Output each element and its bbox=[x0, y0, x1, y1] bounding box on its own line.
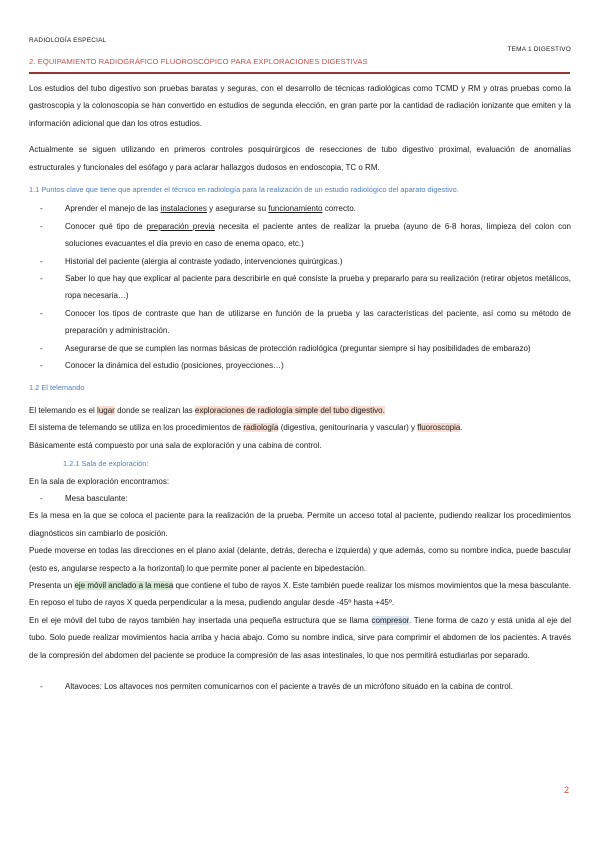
highlighted-text: fluoroscopia bbox=[417, 423, 461, 433]
bullet-dash: - bbox=[40, 274, 43, 284]
text-run: (digestiva, genitourinaria y vascular) y bbox=[278, 423, 418, 433]
highlighted-text: lugar bbox=[97, 405, 115, 415]
text-run: Conocer los tipos de contraste que han de utilizarse en función de la prueba y las características del paciente, así como su método de preparación y administración. bbox=[65, 308, 571, 336]
text-run: Mesa basculante: bbox=[65, 493, 128, 503]
underlined-text: preparación previa bbox=[146, 221, 215, 231]
list-item bbox=[29, 270, 571, 305]
list-item bbox=[29, 305, 571, 340]
intro-paragraph-1: Los estudios del tubo digestivo son pruebas baratas y seguras, con el desarrollo de técnicas radiológicas como TCMD y RM y otras pruebas como la gastroscopia y la colonoscopia se han convertido en estudios de segunda elección, en gran parte por la cantidad de radiación ionizante que emiten y la información adicional que dan los otros estudios. bbox=[29, 84, 571, 128]
paragraph bbox=[29, 577, 571, 612]
header-subject: RADIOLOGÍA ESPECIAL bbox=[29, 37, 107, 44]
text-run: Conocer la dinámica del estudio (posiciones, proyecciones…) bbox=[65, 361, 284, 371]
highlighted-text: eje móvil anclado a la mesa bbox=[74, 580, 174, 590]
highlighted-text: exploraciones de radiología simple del tubo digestivo. bbox=[194, 405, 385, 415]
list-item bbox=[29, 200, 571, 217]
list-item bbox=[29, 490, 571, 507]
text-run: En el eje móvil del tubo de rayos también hay insertada una pequeña estructura que se llama bbox=[29, 615, 372, 625]
subsection-heading-1-2: 1.2 El telemando bbox=[29, 382, 85, 392]
text-run: El telemando es el bbox=[29, 405, 98, 415]
bullet-dash: - bbox=[40, 493, 43, 503]
paragraph: Es la mesa en la que se coloca el paciente para la realización de la prueba. Permite un acceso total al paciente, pudiendo realizar los procedimientos diagnósticos sin cambiarlo de posición. bbox=[29, 511, 571, 538]
subsection-heading-1-2-1: 1.2.1 Sala de exploración: bbox=[63, 459, 149, 469]
text-run: Aprender el manejo de las bbox=[65, 204, 161, 214]
text-run: Historial del paciente (alergia al contraste yodado, intervenciones quirúrgicas.) bbox=[65, 256, 343, 266]
text-run: Asegurarse de que se cumplen las normas básicas de protección radiológica (preguntar siempre si hay posibilidades de embarazo) bbox=[65, 343, 531, 353]
section-title: 2. EQUIPAMIENTO RADIOGRÁFICO FLUOROSCÓPICO PARA EXPLORACIONES DIGESTIVAS bbox=[29, 57, 368, 66]
page-number: 2 bbox=[563, 785, 569, 795]
text-run: necesita el paciente antes de realizar la prueba (ayuno de 6-8 horas, limpieza del colon con soluciones evacuantes el día previo en caso de enema opaco, etc.) bbox=[65, 221, 571, 249]
intro-paragraph-2: Actualmente se siguen utilizando en primeros controles posquirúrgicos de resecciones de tubo digestivo proximal, evaluación de anomalías estructurales y funcionales del esófago y para aclarar hallazgos dudosos en endoscopia, TC o RM. bbox=[29, 145, 571, 172]
highlighted-text: radiología bbox=[243, 423, 279, 433]
bullet-dash: - bbox=[40, 256, 43, 266]
list-item bbox=[29, 678, 571, 695]
text-run: y asegurarse su bbox=[206, 204, 269, 214]
paragraph bbox=[29, 402, 571, 419]
text-run: El sistema de telemando se utiliza en los procedimientos de bbox=[29, 423, 244, 433]
document-body bbox=[29, 80, 571, 695]
list-item bbox=[29, 357, 571, 374]
bullet-dash: - bbox=[40, 221, 43, 231]
bullet-dash: - bbox=[40, 361, 43, 371]
text-run: . bbox=[460, 423, 463, 433]
bullet-dash: - bbox=[40, 343, 43, 353]
highlighted-text: compresor bbox=[371, 615, 409, 625]
text-run: Conocer qué tipo de bbox=[65, 221, 147, 231]
subsection-heading-1-1: 1.1 Puntos clave que tiene que aprender el técnico en radiología para la realización de un estudio radiológico del aparato digestivo. bbox=[29, 185, 459, 195]
bullet-dash: - bbox=[40, 308, 43, 318]
text-run: correcto. bbox=[322, 204, 356, 214]
paragraph: Puede moverse en todas las direcciones en el plano axial (delante, detrás, derecha e izquierda) y que además, como su nombre indica, puede bascular (esto es, angularse respecto a la horizontal) lo que permite poner al paciente en bipedestación. bbox=[29, 546, 571, 573]
header-topic: TEMA 1 DIGESTIVO bbox=[507, 46, 571, 53]
text-run: Presenta un bbox=[29, 580, 75, 590]
text-run: . Tiene forma de cazo y está unida al eje del tubo. Solo puede realizar movimientos hacia arriba y hacia abajo. Como su nombre indica, sirve para comprimir el abdomen de los pacientes. A través de la compresión del abdomen del paciente se produce la compresión de las asas intestinales, lo que nos permitirá estudiarlas por separado. bbox=[29, 615, 572, 660]
list-item bbox=[29, 218, 571, 253]
text-run: Saber lo que hay que explicar al paciente para describirle en qué consiste la prueba y prepararlo para su realización (retirar objetos metálicos, ropa necesaria…) bbox=[65, 274, 571, 301]
paragraph bbox=[29, 419, 571, 436]
underlined-text: instalaciones bbox=[160, 204, 207, 214]
section-divider bbox=[29, 72, 570, 74]
list-item bbox=[29, 340, 571, 357]
text-run: Altavoces: Los altavoces nos permiten comunicarnos con el paciente a través de un micrófono situado en la cabina de control. bbox=[65, 682, 513, 691]
paragraph: Básicamente está compuesto por una sala de exploración y una cabina de control. bbox=[29, 440, 322, 450]
bullet-dash: - bbox=[40, 204, 43, 214]
paragraph bbox=[29, 612, 571, 664]
paragraph: En la sala de exploración encontramos: bbox=[29, 476, 170, 486]
text-run: donde se realizan las bbox=[114, 405, 195, 415]
bullet-dash: - bbox=[40, 682, 43, 691]
underlined-text: funcionamiento bbox=[268, 204, 323, 214]
list-item bbox=[29, 253, 571, 270]
text-run: que contiene el tubo de rayos X. Este también puede realizar los mismos movimientos que la mesa basculante. En reposo el tubo de rayos X queda perpendicular a la mesa, pudiendo angular desde -45º hasta +45º. bbox=[29, 580, 572, 608]
